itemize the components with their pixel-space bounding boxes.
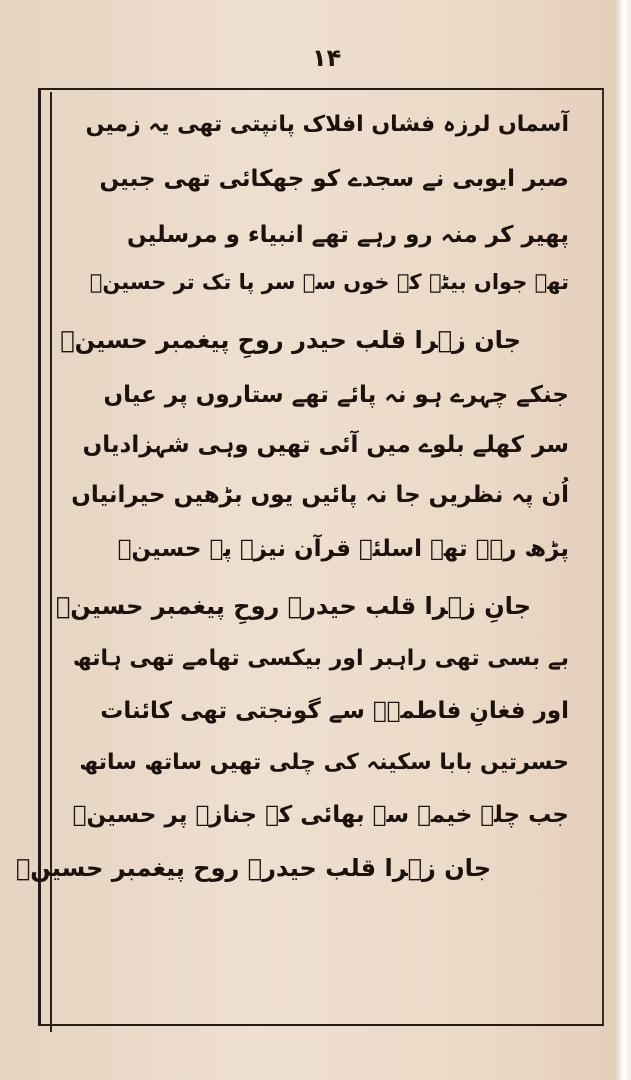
stanza-3-line-2: اور فغانِ فاطمہؑ سے گونجتی تھی کائنات — [100, 698, 569, 724]
inner-left-rule — [50, 92, 52, 1032]
stanza-1-line-4: تھے جواں بیٹے کے خوں سے سر پا تک تر حسینؑ — [89, 270, 569, 294]
stanza-2-refrain: جانِ زہرا قلب حیدرؑ روحِ پیغمبر حسینؑ — [55, 592, 531, 620]
stanza-2-line-4: پڑھ رہے تھے اسلئے قرآن نیزے پہ حسینؑ — [117, 536, 569, 562]
stanza-2-line-3: اُن پہ نظریں جا نہ پائیں یوں بڑھیں حیرانیاں — [71, 482, 569, 508]
stanza-1-line-3: پھیر کر منہ رو رہے تھے انبیاء و مرسلیں — [126, 222, 569, 248]
stanza-3-line-3: حسرتیں بابا سکینہ کی چلی تھیں ساتھ ساتھ — [79, 750, 569, 775]
stanza-3-line-1: بے بسی تھی راہبر اور بیکسی تھامے تھی ہاتھ — [72, 646, 569, 671]
stanza-3-line-4: جب چلے خیمے سے بھائی کے جنازے پر حسینؑ — [72, 802, 569, 828]
page-edge — [615, 0, 631, 1080]
stanza-2-line-2: سر کھلے بلوے میں آئی تھیں وہی شہزادیاں — [82, 432, 569, 458]
stanza-1-refrain: جان زہرا قلب حیدر روحِ پیغمبر حسینؑ — [60, 326, 521, 354]
stanza-1-line-2: صبر ایوبی نے سجدے کو جھکائی تھی جبیں — [99, 166, 569, 192]
stanza-1-line-1: آسماں لرزہ فشاں افلاک پانپتی تھی یہ زمیں — [85, 112, 569, 137]
page-number: ۱۴ — [312, 44, 342, 72]
stanza-2-line-1: جنکے چہرے ہو نہ پائے تھے ستاروں پر عیاں — [103, 382, 569, 408]
stanza-3-refrain: جان زہرا قلب حیدرؑ روح پیغمبر حسینؑ — [15, 854, 491, 882]
